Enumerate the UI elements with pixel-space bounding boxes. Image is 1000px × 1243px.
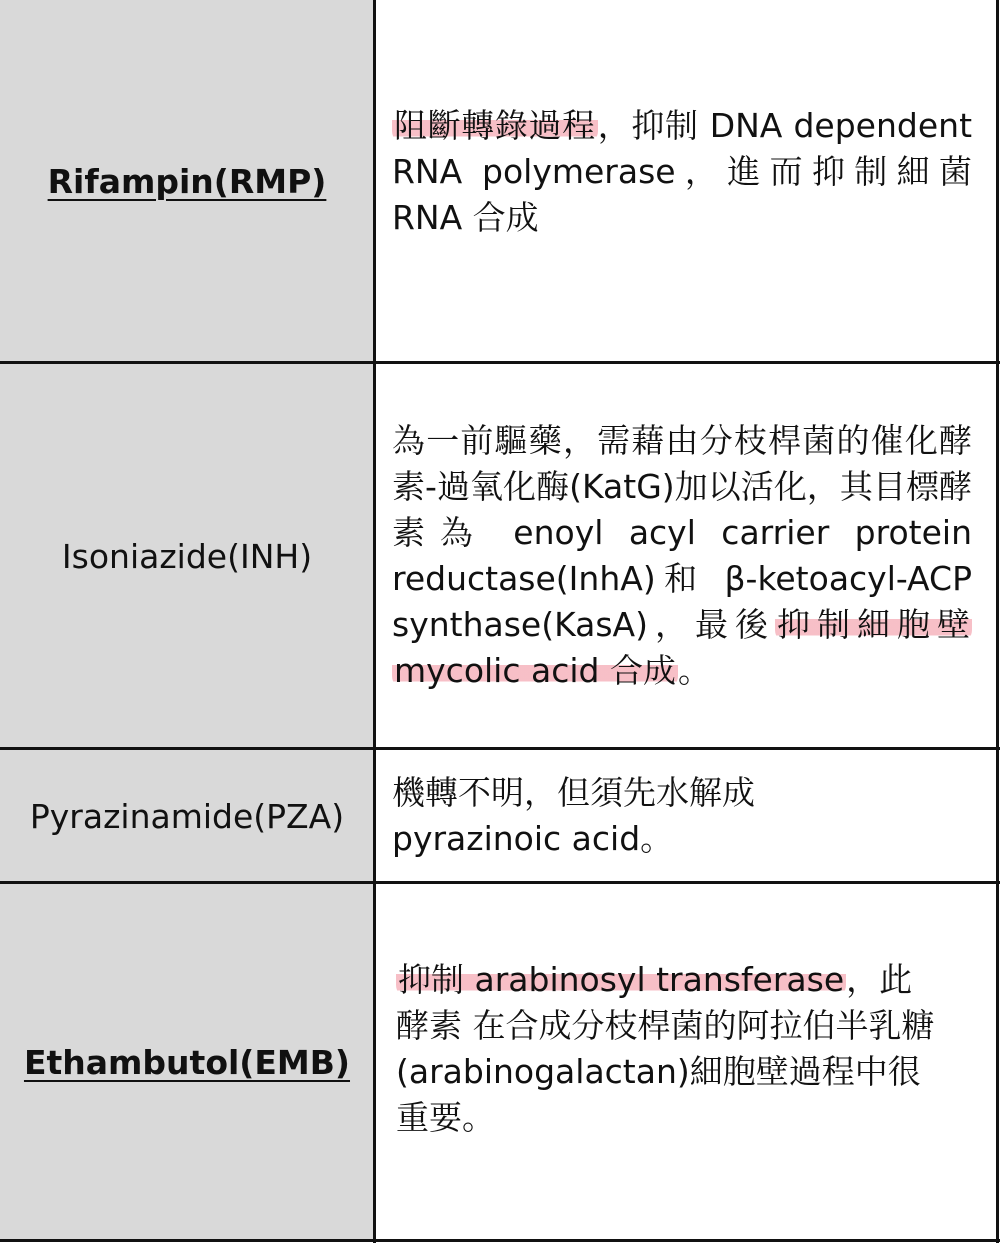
drug-name-cell: [0, 364, 374, 748]
table-right-border: [996, 0, 999, 1243]
mechanism-text-rest: ，抑制 DNA dependent RNA polymerase，進而抑制細菌 RNA 合成: [392, 106, 973, 237]
mechanism-text: 機轉不明，但須先水解成 pyrazinoic acid。: [392, 773, 755, 858]
mechanism-text-post: 。: [677, 651, 711, 690]
row-divider: [0, 361, 1000, 364]
mechanism-cell: [376, 750, 1000, 882]
table-row: [0, 0, 1000, 362]
drug-name-cell: [0, 750, 374, 882]
drug-name: Rifampin(RMP): [47, 161, 327, 201]
drug-name-cell: [0, 884, 374, 1240]
mechanism-cell: [376, 0, 1000, 362]
drug-name: Ethambutol(EMB): [23, 1042, 351, 1082]
drug-name: Isoniazide(INH): [61, 536, 313, 576]
table-row: [0, 884, 1000, 1240]
drug-name-cell: [0, 0, 374, 362]
mechanism-text: [396, 957, 940, 1141]
row-divider: [0, 747, 1000, 750]
mechanism-text: [392, 103, 972, 241]
row-divider: [0, 881, 1000, 884]
table-row: [0, 364, 1000, 748]
mechanism-cell: [376, 884, 1000, 1240]
column-divider: [373, 0, 376, 1243]
drug-name: Pyrazinamide(PZA): [29, 796, 345, 836]
highlighted-text: 抑制 arabinosyl transferase: [398, 960, 845, 999]
mechanism-text-pre: 為一前驅藥，需藉由分枝桿菌的催化酵素-過氧化酶(KatG)加以活化，其目標酵素為 enoyl acyl carrier protein reductase(InhA)和 β-ketoacyl-ACP synthase(KasA)，最後: [392, 421, 972, 644]
mechanism-text-rest: ，此酵素 在合成分枝桿菌的阿拉伯半乳糖 (arabinogalactan)細胞壁過程中很重要。: [396, 960, 935, 1137]
highlighted-text: 阻斷轉錄過程: [394, 106, 596, 145]
highlighted-text: 抑制細胞壁 mycolic acid 合成: [394, 605, 970, 690]
mechanism-text: [392, 418, 972, 694]
mechanism-cell: [376, 364, 1000, 748]
table-row: [0, 750, 1000, 882]
table-bottom-border: [0, 1239, 1000, 1242]
